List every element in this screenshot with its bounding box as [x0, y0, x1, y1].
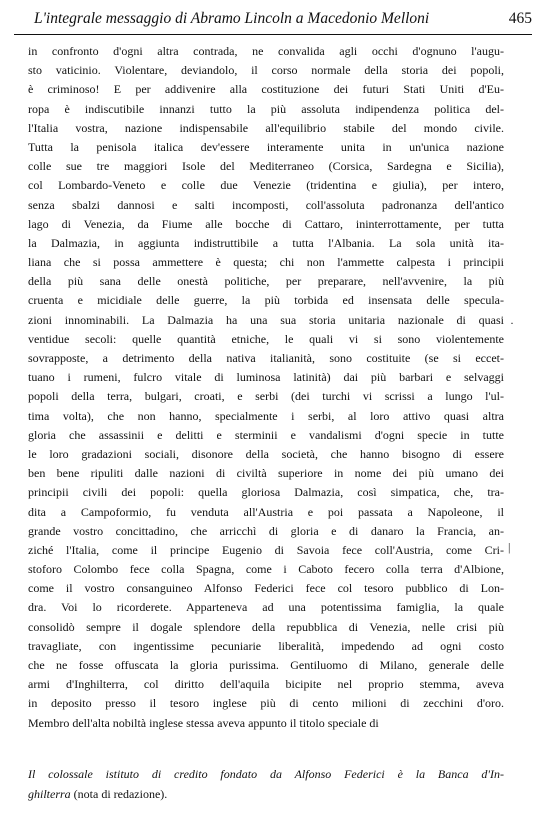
footnote-line — [28, 784, 504, 804]
text-line: gloria che assassinii e delitti e sterminii e vandalismi d'ogni specie in tutte — [28, 427, 504, 442]
text-line: la Dalmazia, in aggiunta indistruttibile a tutta l'Albania. La sola unità ita- — [28, 235, 504, 250]
text-line: tima volta), che non hanno, specialmente i serbi, al loro attivo quasi altra — [28, 408, 504, 423]
header-rule — [14, 34, 532, 35]
footnote-editor-note: (nota di redazione). — [73, 787, 168, 801]
text-line: lago di Venezia, da Fiume alle bocche di Cattaro, ininterrottamente, per tutta — [28, 216, 504, 231]
page-number: 465 — [508, 10, 532, 27]
text-line: le loro gradazioni sociali, disonore della società, che hanno bisogno di essere — [28, 446, 504, 461]
text-line: in deposito presso il tesoro inglese più di cento milioni di zecchini d'oro. — [28, 696, 504, 711]
text-line: colle sue tre maggiori Isole del Mediterraneo (Corsica, Sardegna e Sicilia), — [28, 159, 504, 174]
text-line: dra. Voi lo ricorderete. Apparteneva ad una potentissima famiglia, la quale — [28, 600, 504, 615]
footnote — [28, 764, 504, 804]
text-line: travagliate, con ingentissime pecuniarie liberalità, impedendo ad ogni costo — [28, 638, 504, 653]
text-line: principii civili dei popoli: quella gloriosa Dalmazia, così simpatica, che, tra- — [28, 485, 504, 500]
running-head-title: L'integrale messaggio di Abramo Lincoln a Macedonio Melloni — [34, 10, 430, 27]
text-line: grande vostro concittadino, che arricchì di gloria e di danaro la Francia, an- — [28, 523, 504, 538]
text-line: senza sbalzi dannosi e salti incomposti, coll'assoluta padronanza dell'antico — [28, 197, 504, 212]
text-line: ben bene ripuliti dalle nazioni di civiltà superiore in nome dei più umano dei — [28, 466, 504, 481]
text-line: come il vostro consanguineo Alfonso Federici fece col tesoro pubblico di Lon- — [28, 581, 504, 596]
text-line: consolidò sempre il dogale splendore della repubblica di Venezia, nelle crisi più — [28, 619, 504, 634]
margin-dot-mark: · — [510, 316, 514, 330]
text-line: ventidue secoli: quelle quantità etniche, le quali vi si sono violentemente — [28, 331, 504, 346]
text-line: col Lombardo-Veneto e colle due Venezie (tridentina e giulia), per intero, — [28, 178, 504, 193]
body-text — [28, 42, 504, 733]
text-line: è criminoso! E per addivenire alla costituzione dei futuri Stati Uniti d'Eu- — [28, 82, 504, 97]
text-line: della più sana delle onestà politiche, per preparare, nell'avvenire, la più — [28, 274, 504, 289]
text-line: che ne fosse offuscata la gloria purissima. Gentiluomo di Milano, generale delle — [28, 658, 504, 672]
text-line: dita a Campoformio, fu venduta all'Austria e poi passata a Napoleone, il — [28, 504, 504, 519]
text-line: cruenta e micidiale delle guerre, la più torbida ed insensata delle specula- — [28, 293, 504, 308]
text-line: in confronto d'ogni altra contrada, ne convalida agli occhi d'ognuno l'augu- — [28, 44, 504, 58]
text-line: ropa è indiscutibile innanzi tutto la più assoluta indipendenza politica del- — [28, 101, 504, 116]
text-line: liana che si possa ammettere è questa; chi non l'ammette calpesta i principii — [28, 255, 504, 270]
running-head — [34, 8, 532, 32]
text-line: sovrapposte, a detrimento della nativa italianità, sono costituite (se si eccet- — [28, 351, 504, 365]
footnote-line-italic: ghilterra — [28, 787, 71, 801]
text-line: Membro dell'alta nobiltà inglese stessa aveva appunto il titolo speciale di — [28, 715, 379, 730]
text-line: zioni innominabili. La Dalmazia ha una sua storia unitaria nazionale di quasi — [28, 312, 504, 327]
margin-bar-mark: | — [508, 540, 511, 554]
text-line: l'Italia vostra, nazione indispensabile all'equilibrio stabile del mondo civile. — [28, 120, 504, 135]
text-line: popoli della terra, bulgari, croati, e serbi (dei turchi vi scrissi a lungo l'ul- — [28, 389, 504, 404]
text-line: ziché l'Italia, come il principe Eugenio di Savoia fece coll'Austria, come Cri- — [28, 542, 504, 557]
footnote-line: Il colossale istituto di credito fondato da Alfonso Federici è la Banca d'In- — [28, 767, 504, 781]
text-line: tuano i rumeni, fulcro vitale di luminosa latinità) dai più barbari e selvaggi — [28, 370, 504, 385]
text-line: armi d'Inghilterra, col diritto dell'aquila bicipite nel proprio stemma, aveva — [28, 677, 504, 692]
text-line: Tutta la penisola italica dev'essere interamente unita in un'unica nazione — [28, 139, 504, 154]
text-line: stoforo Colombo fece colla Spagna, come i Caboto fecero colla terra d'Albione, — [28, 562, 504, 577]
text-line: sto vaticinio. Violentare, deviandolo, il corso normale della storia dei popoli, — [28, 63, 504, 78]
